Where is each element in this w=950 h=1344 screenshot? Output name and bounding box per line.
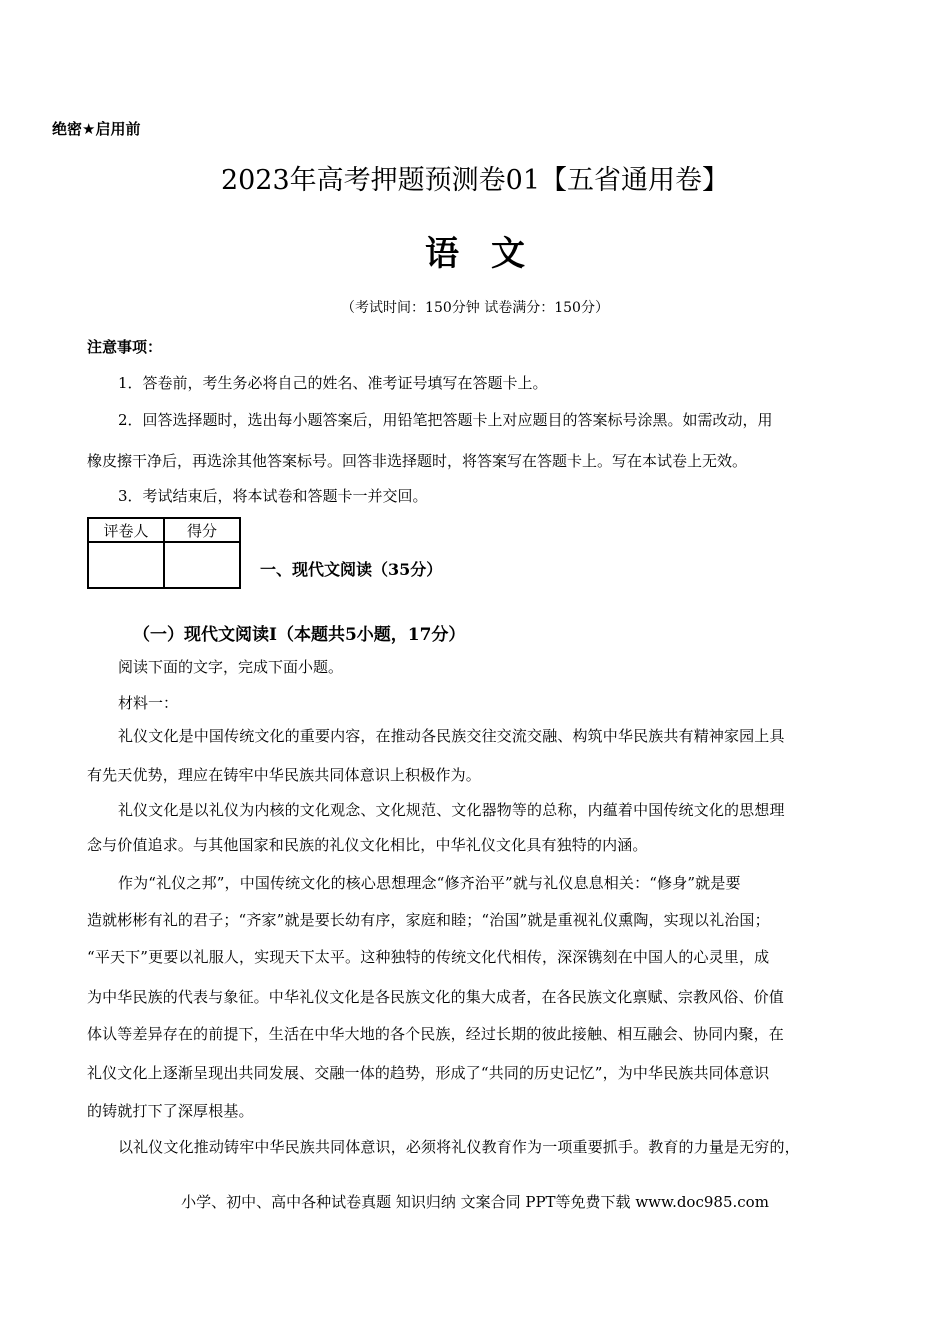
score-table-cell-grader[interactable] [88, 542, 164, 588]
passage-line: 作为“礼仪之邦”，中国传统文化的核心思想理念“修齐治平”就与礼仪息息相关：“修身”就是要 [118, 874, 741, 892]
notice-item-2: 2．回答选择题时，选出每小题答案后，用铅笔把答题卡上对应题目的答案标号涂黑。如需改动，用 [118, 411, 773, 429]
score-table-header-score: 得分 [164, 518, 240, 542]
score-table-header-grader: 评卷人 [88, 518, 164, 542]
score-table [87, 517, 241, 589]
passage-line: 念与价值追求。与其他国家和民族的礼仪文化相比，中华礼仪文化具有独特的内涵。 [87, 836, 648, 854]
footer-text: 小学、初中、高中各种试卷真题 知识归纳 文案合同 PPT等免费下载 www.doc985.com [181, 1193, 769, 1211]
passage-line: 礼仪文化是以礼仪为内核的文化观念、文化规范、文化器物等的总称，内蕴着中国传统文化的思想理 [118, 801, 785, 819]
passage-line: 造就彬彬有礼的君子；“齐家”就是要长幼有序，家庭和睦；“治国”就是重视礼仪熏陶，实现以礼治国； [87, 911, 770, 929]
reading-instruction: 阅读下面的文字，完成下面小题。 [118, 658, 344, 676]
notice-item-1: 1．答卷前，考生务必将自己的姓名、准考证号填写在答题卡上。 [118, 374, 548, 392]
passage-line: “平天下”更要以礼服人，实现天下太平。这种独特的传统文化代相传，深深镌刻在中国人的心灵里，成 [87, 948, 770, 966]
passage-line: 体认等差异存在的前提下，生活在中华大地的各个民族，经过长期的彼此接触、相互融会、协同内聚，在 [87, 1025, 784, 1043]
material-label: 材料一： [118, 694, 179, 712]
section-title: 一、现代文阅读（35分） [260, 560, 443, 579]
subsection-title: （一）现代文阅读Ⅰ（本题共5小题，17分） [133, 625, 466, 645]
confidential-label: 绝密★启用前 [52, 120, 141, 138]
exam-title: 2023年高考押题预测卷01【五省通用卷】 [220, 165, 730, 196]
passage-line: 为中华民族的代表与象征。中华礼仪文化是各民族文化的集大成者，在各民族文化禀赋、宗教风俗、价值 [87, 988, 784, 1006]
passage-line: 礼仪文化上逐渐呈现出共同发展、交融一体的趋势，形成了“共同的历史记忆”，为中华民族共同体意识 [87, 1064, 770, 1082]
score-table-cell-score[interactable] [164, 542, 240, 588]
passage-line: 的铸就打下了深厚根基。 [87, 1102, 254, 1120]
notice-item-2-cont: 橡皮擦干净后，再选涂其他答案标号。回答非选择题时，将答案写在答题卡上。写在本试卷上无效。 [87, 452, 748, 470]
notice-title: 注意事项： [87, 338, 163, 356]
passage-line: 有先天优势，理应在铸牢中华民族共同体意识上积极作为。 [87, 766, 481, 784]
notice-item-3: 3．考试结束后，将本试卷和答题卡一并交回。 [118, 487, 428, 505]
exam-info: （考试时间：150分钟 试卷满分：150分） [341, 300, 609, 316]
subject-title: 语文 [425, 234, 557, 274]
passage-line: 礼仪文化是中国传统文化的重要内容，在推动各民族交往交流交融、构筑中华民族共有精神家园上具 [118, 727, 785, 745]
passage-line: 以礼仪文化推动铸牢中华民族共同体意识，必须将礼仪教育作为一项重要抓手。教育的力量是无穷的， [118, 1138, 800, 1156]
